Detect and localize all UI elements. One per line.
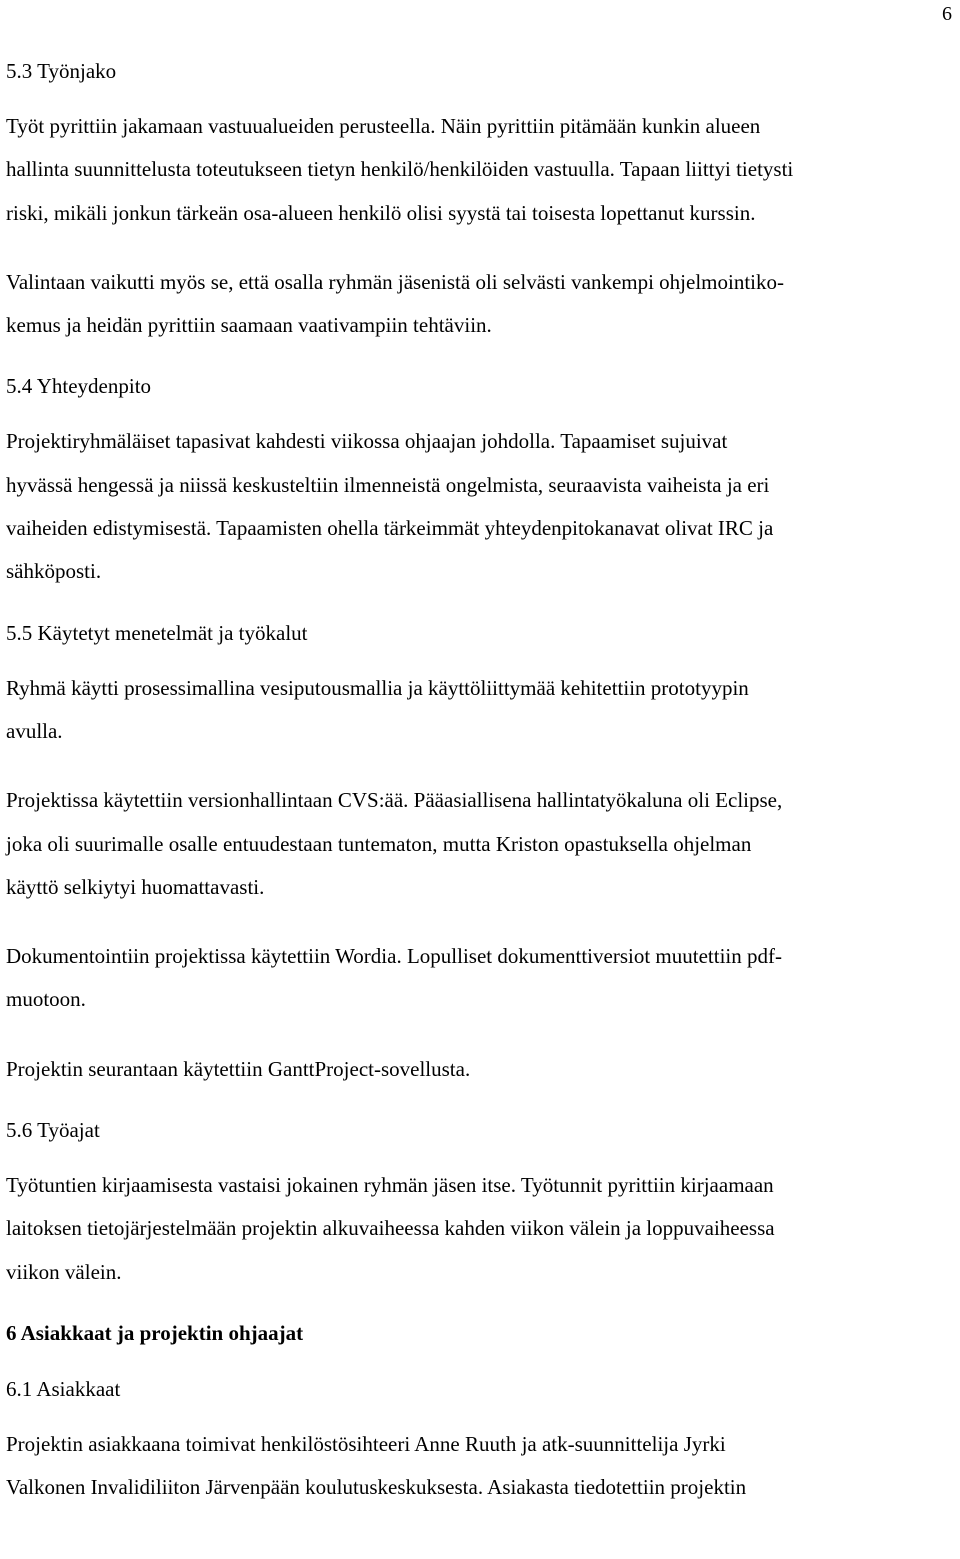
paragraph bbox=[6, 1164, 946, 1294]
text-line: Valintaan vaikutti myös se, että osalla ryhmän jäsenistä oli selvästi vankempi ohjelmointiko- bbox=[6, 269, 785, 294]
text-line: hallinta suunnittelusta toteutukseen tietyn henkilö/henkilöiden vastuulla. Tapaan liittyi tietysti bbox=[6, 157, 794, 182]
text-line: Dokumentointiin projektissa käytettiin Wordia. Lopulliset dokumenttiversiot muutettiin pdf- bbox=[6, 944, 782, 969]
paragraph bbox=[6, 105, 946, 235]
text-line: Projektin asiakkaana toimivat henkilöstösihteeri Anne Ruuth ja atk-suunnittelija Jyrki bbox=[6, 1431, 726, 1456]
text-line: Työtuntien kirjaamisesta vastaisi jokainen ryhmän jäsen itse. Työtunnit pyrittiin kirjaamaan bbox=[6, 1173, 774, 1198]
text-line: Projektissa käytettiin versionhallintaan CVS:ää. Pääasiallisena hallintatyökaluna oli Eclipse, bbox=[6, 788, 783, 813]
text-line: käyttö selkiytyi huomattavasti. bbox=[6, 874, 265, 899]
text-line: viikon välein. bbox=[6, 1259, 122, 1284]
section-heading-6-1: 6.1 Asiakkaat bbox=[6, 1376, 121, 1401]
section-heading-5-4: 5.4 Yhteydenpito bbox=[6, 374, 152, 399]
text-line: hyvässä hengessä ja niissä keskusteltiin ilmenneistä ongelmista, seuraavista vaiheista ja eri bbox=[6, 472, 770, 497]
text-line: Projektiryhmäläiset tapasivat kahdesti viikossa ohjaajan johdolla. Tapaamiset sujuivat bbox=[6, 429, 728, 454]
text-line: laitoksen tietojärjestelmään projektin alkuvaiheessa kahden viikon välein ja loppuvaiheessa bbox=[6, 1216, 775, 1241]
chapter-heading-6: 6 Asiakkaat ja projektin ohjaajat bbox=[6, 1320, 304, 1345]
text-line: muotoon. bbox=[6, 987, 86, 1012]
text-line: riski, mikäli jonkun tärkeän osa-alueen henkilö olisi syystä tai toisesta lopettanut kurssin. bbox=[6, 200, 756, 225]
text-line: Projektin seurantaan käytettiin GanttProject-sovellusta. bbox=[6, 1056, 471, 1081]
text-line: joka oli suurimalle osalle entuudestaan tuntematon, mutta Kriston opastuksella ohjelman bbox=[6, 831, 752, 856]
paragraph bbox=[6, 1423, 946, 1510]
paragraph bbox=[6, 1048, 946, 1091]
page-number: 6 bbox=[942, 3, 952, 25]
paragraph bbox=[6, 420, 946, 593]
paragraph bbox=[6, 935, 946, 1022]
text-line: kemus ja heidän pyrittiin saamaan vaativampiin tehtäviin. bbox=[6, 313, 492, 338]
text-line: Valkonen Invalidiliiton Järvenpään koulutuskeskuksesta. Asiakasta tiedotettiin projektin bbox=[6, 1475, 747, 1500]
text-line: avulla. bbox=[6, 718, 63, 743]
paragraph bbox=[6, 779, 946, 909]
section-heading-5-6: 5.6 Työajat bbox=[6, 1118, 100, 1143]
document-body bbox=[6, 52, 946, 1510]
paragraph bbox=[6, 667, 946, 754]
text-line: vaiheiden edistymisestä. Tapaamisten ohella tärkeimmät yhteydenpitokanavat olivat IRC ja bbox=[6, 516, 774, 541]
section-heading-5-3: 5.3 Työnjako bbox=[6, 59, 117, 83]
paragraph bbox=[6, 261, 946, 348]
text-line: Työt pyrittiin jakamaan vastuualueiden perusteella. Näin pyrittiin pitämään kunkin alueen bbox=[6, 114, 761, 138]
text-line: Ryhmä käytti prosessimallina vesiputousmallia ja käyttöliittymää kehitettiin prototyypin bbox=[6, 675, 749, 700]
text-line: sähköposti. bbox=[6, 559, 102, 584]
section-heading-5-5: 5.5 Käytetyt menetelmät ja työkalut bbox=[6, 620, 308, 645]
